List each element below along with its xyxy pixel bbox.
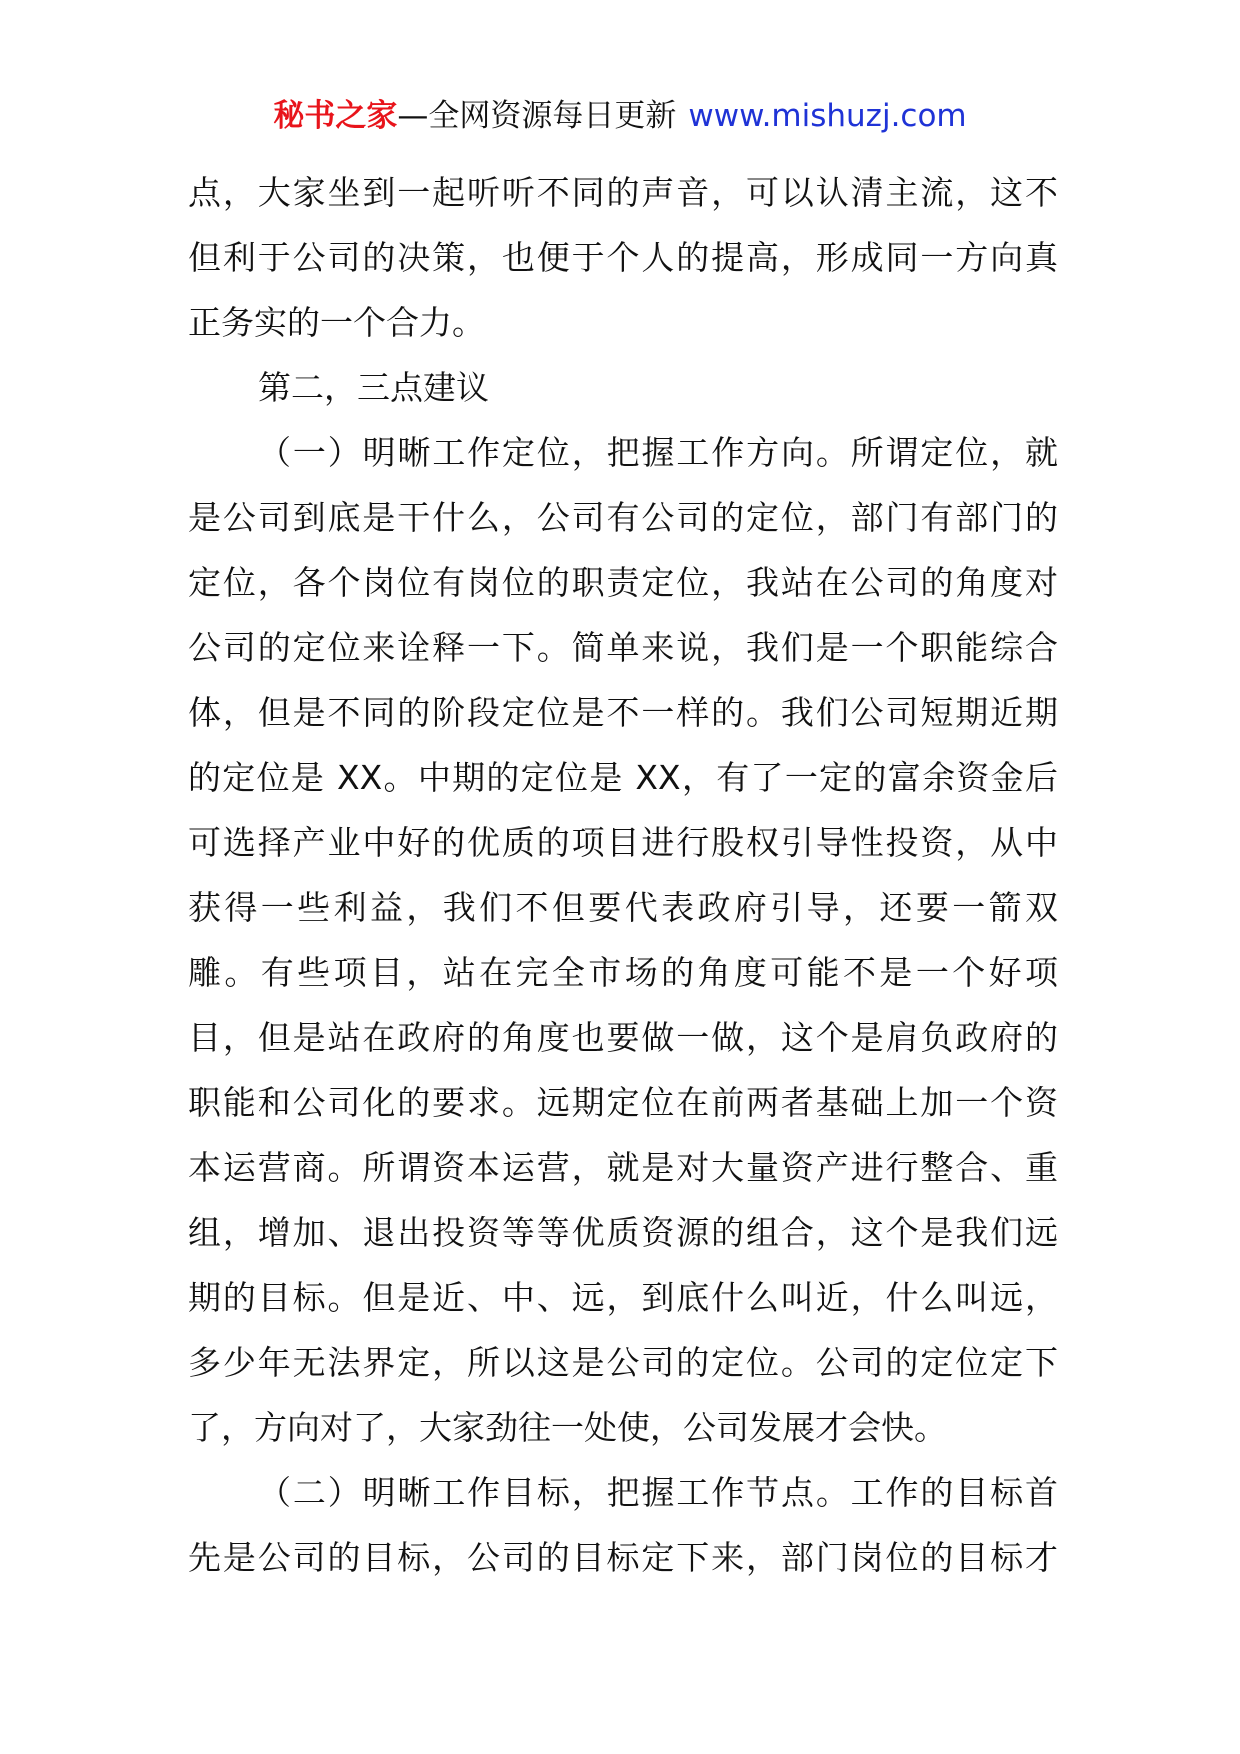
text-line: 正务实的一个合力。 [188, 303, 485, 342]
text-line: 雕。有些项目，站在完全市场的角度可能不是一个好项 [188, 953, 1058, 992]
website-link[interactable]: www.mishuzj.com [688, 98, 967, 134]
text-line: 目，但是站在政府的角度也要做一做，这个是肩负政府的 [188, 1018, 1058, 1057]
document-body [188, 160, 1058, 1590]
text-line: 职能和公司化的要求。远期定位在前两者基础上加一个资 [188, 1083, 1058, 1122]
page-header [0, 96, 1240, 136]
text-line: 是公司到底是干什么，公司有公司的定位，部门有部门的 [188, 498, 1058, 537]
text-line: 可选择产业中好的优质的项目进行股权引导性投资，从中 [188, 823, 1058, 862]
text-line: 本运营商。所谓资本运营，就是对大量资产进行整合、重 [188, 1148, 1058, 1187]
text-line: 组，增加、退出投资等等优质资源的组合，这个是我们远 [188, 1213, 1058, 1252]
section-heading: 第二，三点建议 [258, 368, 489, 407]
header-slogan: —全网资源每日更新 [397, 98, 677, 134]
text-line: 了，方向对了，大家劲往一处使，公司发展才会快。 [188, 1408, 947, 1447]
text-line: 期的目标。但是近、中、远，到底什么叫近，什么叫远， [188, 1278, 1058, 1317]
text-line: 获得一些利益，我们不但要代表政府引导，还要一箭双 [188, 888, 1058, 927]
text-line: 定位，各个岗位有岗位的职责定位，我站在公司的角度对 [188, 563, 1058, 602]
paragraph-first-line: （二）明晰工作目标，把握工作节点。工作的目标首 [258, 1473, 1058, 1512]
brand-name: 秘书之家 [273, 98, 398, 134]
text-line: 先是公司的目标，公司的目标定下来，部门岗位的目标才 [188, 1538, 1058, 1577]
text-line: 体，但是不同的阶段定位是不一样的。我们公司短期近期 [188, 693, 1058, 732]
paragraph-first-line: （一）明晰工作定位，把握工作方向。所谓定位，就 [258, 433, 1058, 472]
text-line: 但利于公司的决策，也便于个人的提高，形成同一方向真 [188, 238, 1058, 277]
text-line: 点，大家坐到一起听听不同的声音，可以认清主流，这不 [188, 173, 1058, 212]
text-line: 的定位是 XX。中期的定位是 XX，有了一定的富余资金后 [188, 758, 1058, 797]
text-line: 公司的定位来诠释一下。简单来说，我们是一个职能综合 [188, 628, 1058, 667]
text-line: 多少年无法界定，所以这是公司的定位。公司的定位定下 [188, 1343, 1058, 1382]
